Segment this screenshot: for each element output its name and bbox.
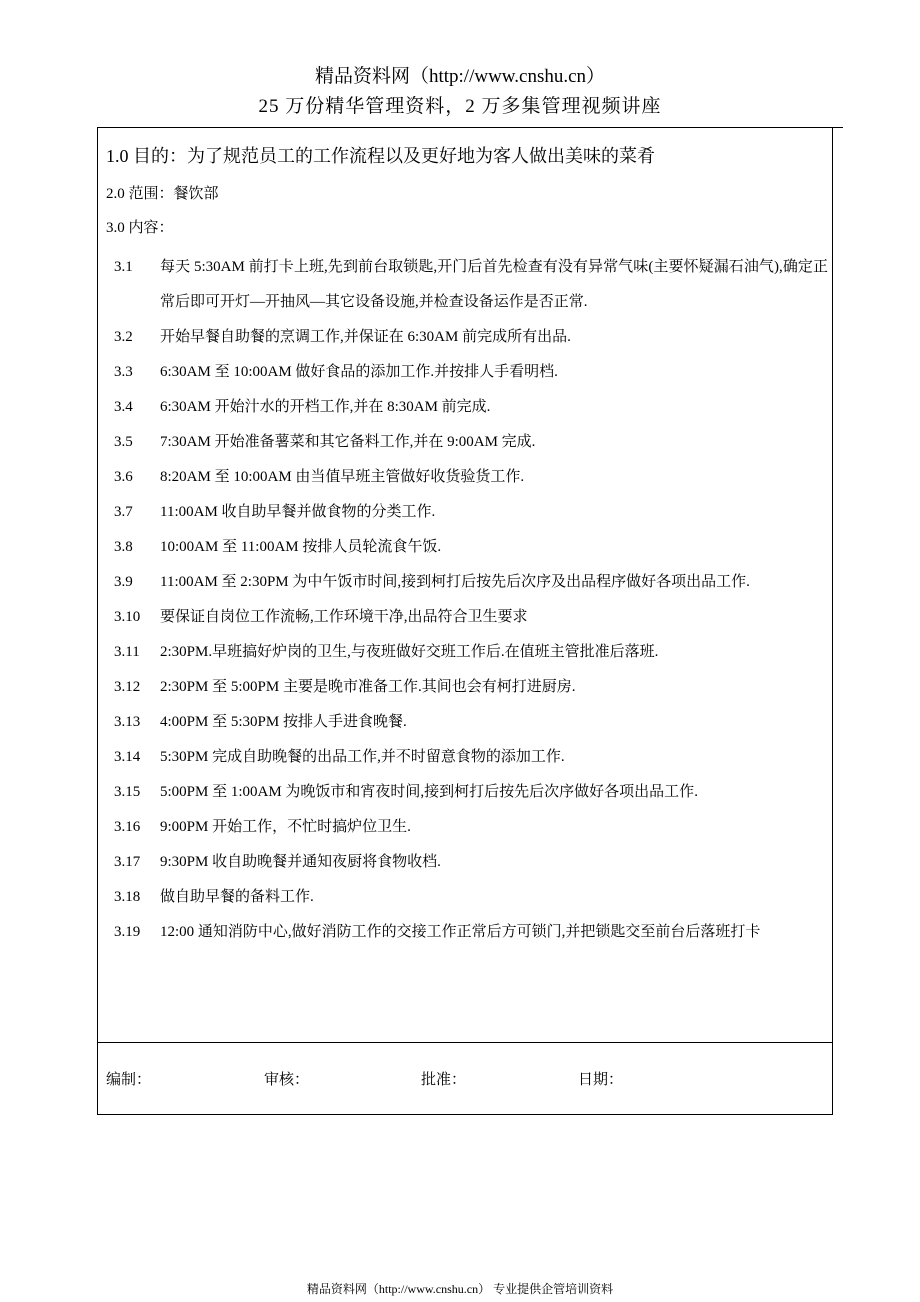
procedure-item-number: 3.11 — [114, 644, 140, 660]
procedure-item-number: 3.15 — [114, 784, 141, 800]
procedure-item-number: 3.10 — [114, 609, 141, 625]
procedure-item-number: 3.12 — [114, 679, 141, 695]
procedure-item-text: 开始早餐自助餐的烹调工作,并保证在 6:30AM 前完成所有出品. — [160, 329, 571, 345]
procedure-item — [114, 670, 828, 705]
procedure-item-number: 3.5 — [114, 434, 133, 450]
procedure-item — [114, 740, 828, 775]
procedure-item-text: 7:30AM 开始准备薯菜和其它备料工作,并在 9:00AM 完成. — [160, 434, 536, 450]
approved-by-label: 批准： — [421, 1072, 467, 1088]
procedure-item-text: 11:00AM 至 2:30PM 为中午饭市时间,接到柯打后按先后次序及出品程序做好各项出品工作. — [160, 574, 750, 590]
procedure-table — [97, 127, 833, 1115]
procedure-item-number: 3.16 — [114, 819, 141, 835]
procedure-item — [114, 320, 828, 355]
procedure-item-text: 5:00PM 至 1:00AM 为晚饭市和宵夜时间,接到柯打后按先后次序做好各项出品工作. — [160, 784, 698, 800]
procedure-item-number: 3.18 — [114, 889, 141, 905]
procedure-item-text: 要保证自岗位工作流畅,工作环境干净,出品符合卫生要求 — [160, 609, 528, 625]
procedure-item — [114, 530, 828, 565]
procedure-item-text: 10:00AM 至 11:00AM 按排人员轮流食午饭. — [160, 539, 442, 555]
procedure-item — [114, 565, 828, 600]
page-header — [0, 62, 920, 122]
procedure-item — [114, 880, 828, 915]
procedure-item-number: 3.7 — [114, 504, 133, 520]
content-label: 3.0 内容： — [106, 220, 174, 236]
procedure-item-text: 6:30AM 至 10:00AM 做好食品的添加工作.并按排人手看明档. — [160, 364, 558, 380]
procedure-item-text: 4:00PM 至 5:30PM 按排人手进食晚餐. — [160, 714, 407, 730]
procedure-item — [114, 600, 828, 635]
procedure-item-text: 9:30PM 收自助晚餐并通知夜厨将食物收档. — [160, 854, 441, 870]
procedure-item-text: 做自助早餐的备料工作. — [160, 889, 314, 905]
procedure-item — [114, 810, 828, 845]
procedure-item-text: 2:30PM 至 5:00PM 主要是晚市准备工作.其间也会有柯打进厨房. — [160, 679, 576, 695]
procedure-item-number: 3.13 — [114, 714, 141, 730]
procedure-item-text: 5:30PM 完成自助晚餐的出品工作,并不时留意食物的添加工作. — [160, 749, 565, 765]
procedure-item — [114, 495, 828, 530]
procedure-item — [114, 250, 828, 320]
procedure-item-number: 3.1 — [114, 259, 133, 275]
procedure-item — [114, 775, 828, 810]
procedure-item-number: 3.2 — [114, 329, 133, 345]
prepared-by-label: 编制： — [106, 1072, 152, 1088]
procedure-item — [114, 915, 828, 950]
procedure-item — [114, 355, 828, 390]
procedure-item-number: 3.3 — [114, 364, 133, 380]
procedure-item-text: 8:20AM 至 10:00AM 由当值早班主管做好收货验货工作. — [160, 469, 525, 485]
procedure-item-text: 2:30PM.早班搞好炉岗的卫生,与夜班做好交班工作后.在值班主管批准后落班. — [160, 644, 659, 660]
procedure-item — [114, 705, 828, 740]
header-site-title: 精品资料网（http://www.cnshu.cn） — [314, 66, 606, 87]
date-label: 日期： — [578, 1072, 624, 1088]
procedure-item — [114, 425, 828, 460]
scope-line: 2.0 范围：餐饮部 — [106, 186, 219, 202]
procedure-item-text: 每天 5:30AM 前打卡上班,先到前台取锁匙,开门后首先检查有没有异常气味(主要怀疑漏石油气),确定正常后即可开灯—开抽风—其它设备设施,并检查设备运作是否正常. — [160, 259, 828, 310]
page-footer: 精品资料网（http://www.cnshu.cn） 专业提供企管培训资料 — [306, 1282, 614, 1296]
procedure-item-text: 11:00AM 收自助早餐并做食物的分类工作. — [160, 504, 436, 520]
procedure-item-text: 9:00PM 开始工作，不忙时搞炉位卫生. — [160, 819, 411, 835]
procedure-item — [114, 845, 828, 880]
procedure-item-number: 3.6 — [114, 469, 133, 485]
procedure-item — [114, 460, 828, 495]
reviewed-by-label: 审核： — [264, 1072, 310, 1088]
procedure-item-text: 12:00 通知消防中心,做好消防工作的交接工作正常后方可锁门,并把锁匙交至前台后落班打卡 — [160, 924, 761, 940]
table-top-border-extension — [833, 127, 843, 128]
procedure-item-number: 3.14 — [114, 749, 141, 765]
purpose-line: 1.0 目的：为了规范员工的工作流程以及更好地为客人做出美味的菜肴 — [106, 146, 655, 166]
procedure-item-number: 3.19 — [114, 924, 141, 940]
procedure-item-number: 3.9 — [114, 574, 133, 590]
procedure-item-number: 3.17 — [114, 854, 141, 870]
procedure-content — [106, 144, 828, 950]
procedure-item-text: 6:30AM 开始汁水的开档工作,并在 8:30AM 前完成. — [160, 399, 491, 415]
procedure-items — [106, 250, 828, 950]
header-tagline: 25 万份精华管理资料，2 万多集管理视频讲座 — [258, 96, 662, 117]
procedure-item — [114, 635, 828, 670]
procedure-item — [114, 390, 828, 425]
procedure-item-number: 3.8 — [114, 539, 133, 555]
procedure-item-number: 3.4 — [114, 399, 133, 415]
signoff-divider — [98, 1042, 832, 1043]
